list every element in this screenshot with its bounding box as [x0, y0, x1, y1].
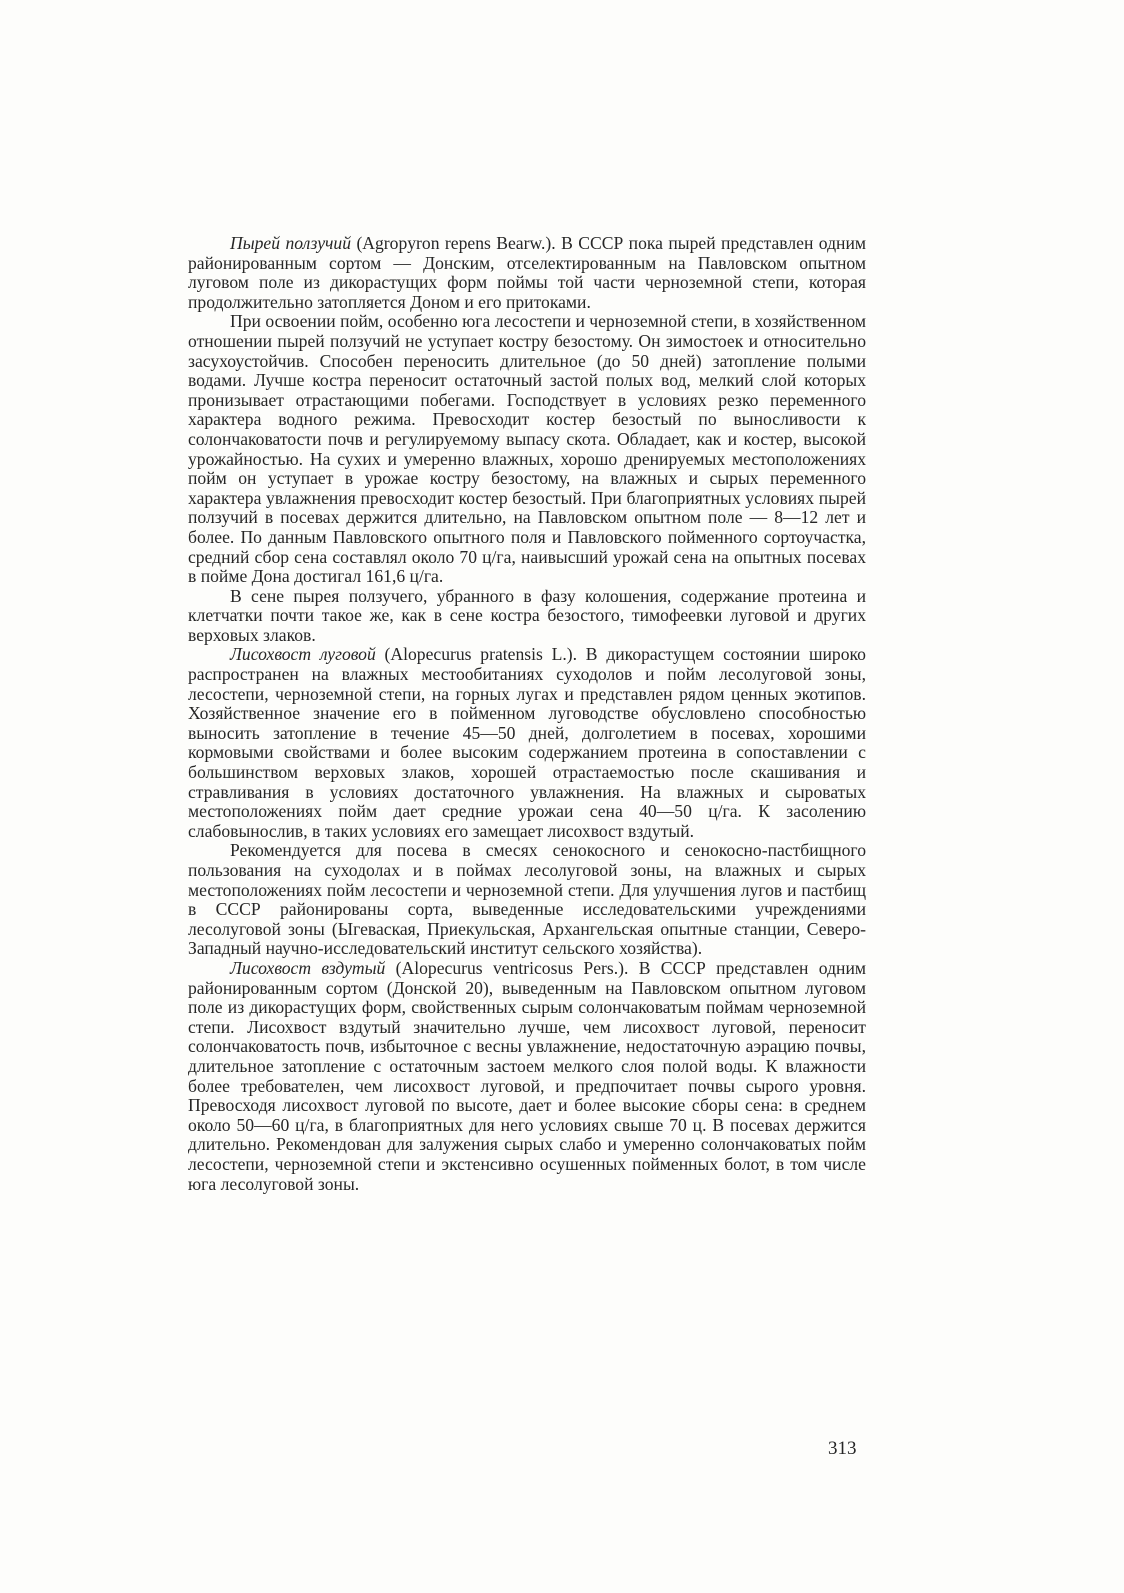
species-name: Лисохвост вздутый: [230, 957, 386, 978]
species-name: Лисохвост луговой: [230, 644, 376, 665]
paragraph-text: Рекомендуется для посева в смесях сенокосного и сенокосно-пастбищного пользования на суходолах и в поймах лесолуговой зоны, на влажных и сырых местоположениях пойм лесостепи и черноземной степи. Для улучшения лугов и пастбищ в СССР районированы сорта, выведенные исследовательскими учреждениями лесолуговой зоны (Ыгеваская, Приекульская, Архангельская опытные станции, Северо-Западный научно-исследовательский институт сельского хозяйства).: [188, 840, 866, 959]
paragraph-hay-composition: [188, 587, 866, 646]
paragraph-alopecurus-ventricosus: [188, 959, 866, 1194]
paragraph-text: При освоении пойм, особенно юга лесостепи и черноземной степи, в хозяйственном отношении пырей ползучий не уступает костру безостому. Он зимостоек и относительно засухоустойчив. Способен переносить длительное (до 50 дней) затопление полыми водами. Лучше костра переносит остаточный застой полых вод, мелкий слой которых пронизывает отрастающими побегами. Господствует в условиях резко переменного характера водного режима. Превосходит костер безостый по выносливости к солончаковатости почв и регулируемому выпасу скота. Обладает, как и костер, высокой урожайностью. На сухих и умеренно влажных, хорошо дренируемых местоположениях пойм он уступает в урожае костру безостому, на влажных и сырых переменного характера увлажнения превосходит костер безостый. При благоприятных условиях пырей ползучий в посевах держится длительно, на Павловском опытном поле — 8—12 лет и более. По данным Павловского опытного поля и Павловского пойменного сортоучастка, средний сбор сена составлял около 70 ц/га, наивысший урожай сена на опытных посевах в пойме Дона достигал 161,6 ц/га.: [188, 311, 866, 587]
paragraph-text: (Alopecurus pratensis L.). В дикорастущем состоянии широко распространен на влажных местообитаниях суходолов и пойм лесолуговой зоны, лесостепи, черноземной степи, на горных лугах и представлен рядом ценных экотипов. Хозяйственное значение его в пойменном луговодстве обусловлено способностью выносить затопление в течение 45—50 дней, долголетием в посевах, хорошими кормовыми свойствами и более высоким содержанием протеина в сопоставлении с большинством верховых злаков, хорошей отрастаемостью после скашивания и стравливания в условиях достаточного увлажнения. На влажных и сыроватых местоположениях пойм дает средние урожаи сена 40—50 ц/га. К засолению слабовынослив, в таких условиях его замещает лисохвост вздутый.: [188, 644, 866, 841]
paragraph-floodplain-use: [188, 312, 866, 586]
paragraph-text: (Alopecurus ventricosus Pers.). В СССР представлен одним районированным сортом (Донской 20), выведенным на Павловском опытном луговом поле из дикорастущих форм, свойственных сырым солончаковатым поймам черноземной степи. Лисохвост вздутый значительно лучше, чем лисохвост луговой, переносит солончаковатость почв, избыточное с весны увлажнение, недостаточную аэрацию почвы, длительное затопление с остаточным застоем мелкого слоя полой воды. К влажности более требователен, чем лисохвост луговой, и предпочитает почвы сырого уровня. Превосходя лисохвост луговой по высоте, дает и более высокие сборы сена: в среднем около 50—60 ц/га, в благоприятных для него условиях свыше 70 ц. В посевах держится длительно. Рекомендован для залужения сырых слабо и умеренно солончаковатых пойм лесостепи, черноземной степи и экстенсивно осушенных пойменных болот, в том числе юга лесолуговой зоны.: [188, 957, 866, 1194]
species-name: Пырей ползучий: [230, 233, 352, 253]
page-number: 313: [828, 1438, 857, 1459]
paragraph-agropyron: [188, 234, 866, 312]
paragraph-alopecurus-pratensis: [188, 645, 866, 841]
text-column: [188, 234, 866, 1194]
paragraph-text: (Agropyron repens Bearw.). В СССР пока пырей представлен одним районированным сортом — Донским, отселектированным на Павловском опытном луговом поле из дикорастущих форм поймы той части черноземной степи, которая продолжительно затопляется Доном и его притоками.: [188, 233, 866, 312]
paragraph-recommendation: [188, 841, 866, 959]
paragraph-text: В сене пырея ползучего, убранного в фазу колошения, содержание протеина и клетчатки почти такое же, как в сене костра безостого, тимофеевки луговой и других верховых злаков.: [188, 585, 866, 645]
